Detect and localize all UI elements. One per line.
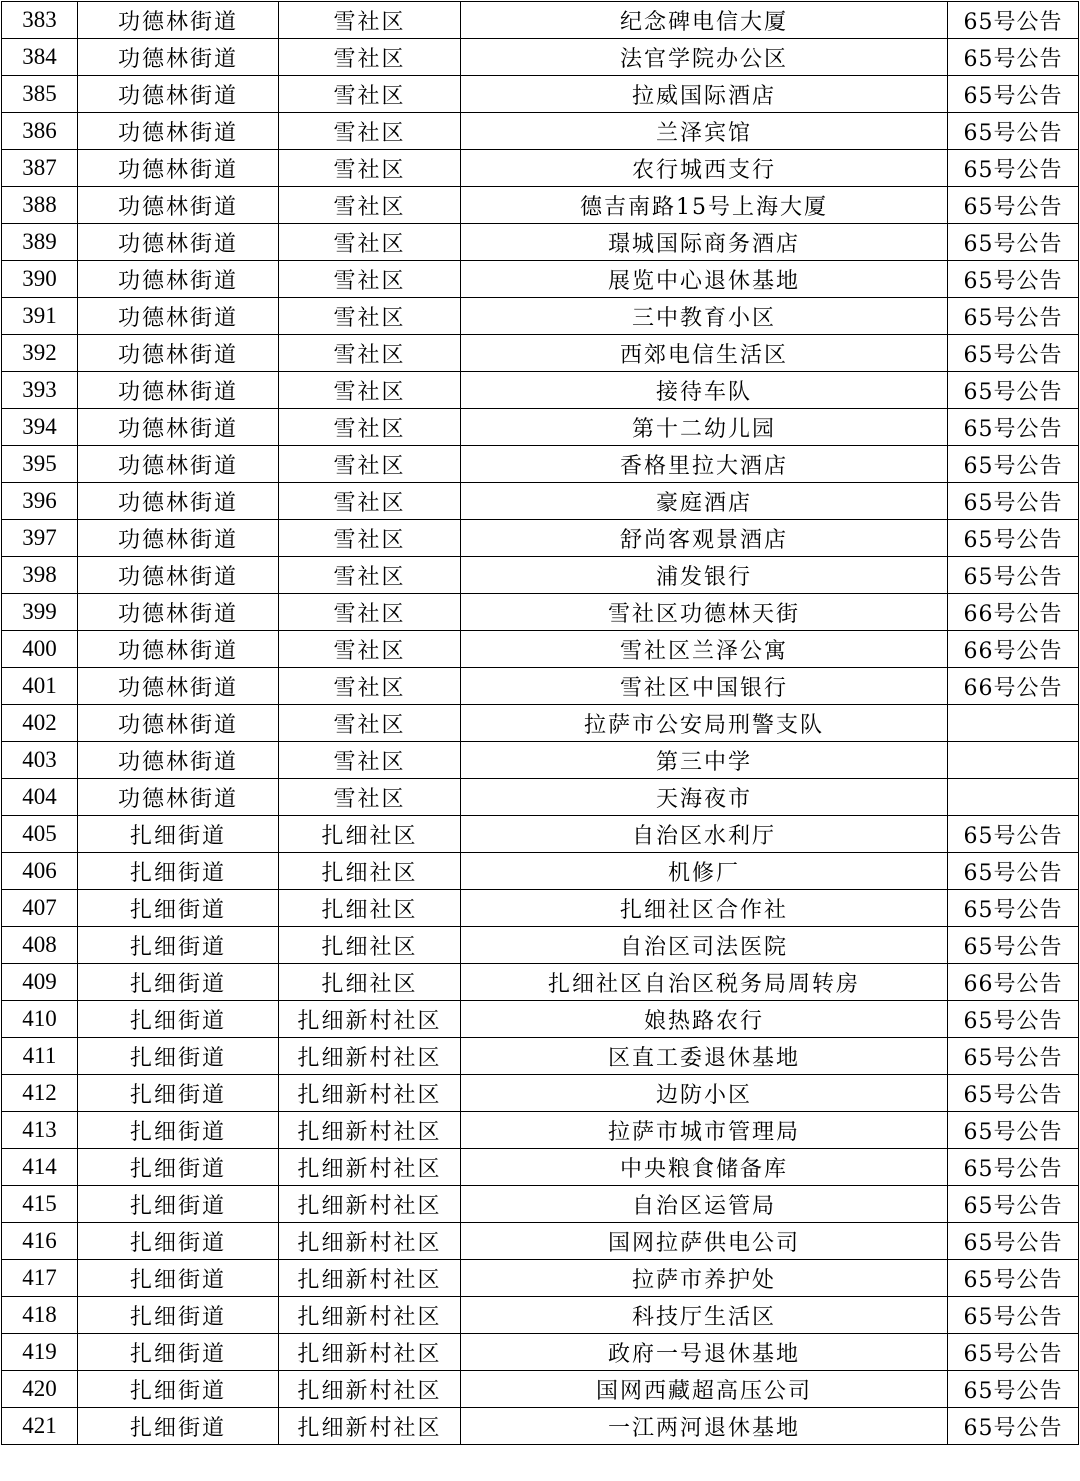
notice-cell: 65号公告 xyxy=(948,2,1079,39)
street-cell: 功德林街道 xyxy=(78,668,279,705)
location-cell: 西郊电信生活区 xyxy=(461,335,948,372)
location-cell: 雪社区功德林天街 xyxy=(461,594,948,631)
community-cell: 扎细新村社区 xyxy=(279,1260,461,1297)
location-cell: 舒尚客观景酒店 xyxy=(461,520,948,557)
row-number-cell: 405 xyxy=(2,816,78,853)
row-number-cell: 394 xyxy=(2,409,78,446)
notice-cell: 65号公告 xyxy=(948,520,1079,557)
street-cell: 功德林街道 xyxy=(78,150,279,187)
row-number-cell: 402 xyxy=(2,705,78,742)
row-number-cell: 398 xyxy=(2,557,78,594)
street-cell: 扎细街道 xyxy=(78,964,279,1001)
community-cell: 扎细社区 xyxy=(279,927,461,964)
community-cell: 雪社区 xyxy=(279,298,461,335)
location-cell: 拉萨市养护处 xyxy=(461,1260,948,1297)
row-number-cell: 411 xyxy=(2,1038,78,1075)
community-cell: 雪社区 xyxy=(279,39,461,76)
community-cell: 扎细新村社区 xyxy=(279,1297,461,1334)
table-row xyxy=(2,964,1079,1001)
notice-cell: 65号公告 xyxy=(948,446,1079,483)
notice-cell: 65号公告 xyxy=(948,335,1079,372)
community-cell: 扎细新村社区 xyxy=(279,1149,461,1186)
street-cell: 扎细街道 xyxy=(78,1408,279,1445)
row-number-cell: 407 xyxy=(2,890,78,927)
street-cell: 扎细街道 xyxy=(78,1075,279,1112)
street-cell: 功德林街道 xyxy=(78,446,279,483)
notice-cell: 65号公告 xyxy=(948,1112,1079,1149)
community-cell: 扎细新村社区 xyxy=(279,1408,461,1445)
location-cell: 国网西藏超高压公司 xyxy=(461,1371,948,1408)
notice-cell: 65号公告 xyxy=(948,113,1079,150)
notice-cell: 65号公告 xyxy=(948,150,1079,187)
street-cell: 功德林街道 xyxy=(78,335,279,372)
table-row xyxy=(2,1075,1079,1112)
street-cell: 扎细街道 xyxy=(78,927,279,964)
table-row xyxy=(2,890,1079,927)
row-number-cell: 410 xyxy=(2,1001,78,1038)
notice-cell: 66号公告 xyxy=(948,964,1079,1001)
table-row xyxy=(2,927,1079,964)
row-number-cell: 412 xyxy=(2,1075,78,1112)
table-row xyxy=(2,150,1079,187)
table-row xyxy=(2,705,1079,742)
street-cell: 扎细街道 xyxy=(78,1112,279,1149)
notice-cell: 65号公告 xyxy=(948,409,1079,446)
table-row xyxy=(2,557,1079,594)
row-number-cell: 415 xyxy=(2,1186,78,1223)
row-number-cell: 419 xyxy=(2,1334,78,1371)
community-cell: 雪社区 xyxy=(279,668,461,705)
table-row xyxy=(2,446,1079,483)
street-cell: 功德林街道 xyxy=(78,113,279,150)
row-number-cell: 403 xyxy=(2,742,78,779)
community-cell: 雪社区 xyxy=(279,372,461,409)
street-cell: 功德林街道 xyxy=(78,779,279,816)
notice-cell: 65号公告 xyxy=(948,1371,1079,1408)
location-cell: 纪念碑电信大厦 xyxy=(461,2,948,39)
location-cell: 区直工委退休基地 xyxy=(461,1038,948,1075)
street-cell: 功德林街道 xyxy=(78,520,279,557)
location-cell: 自治区运管局 xyxy=(461,1186,948,1223)
row-number-cell: 391 xyxy=(2,298,78,335)
location-cell: 娘热路农行 xyxy=(461,1001,948,1038)
street-cell: 功德林街道 xyxy=(78,409,279,446)
row-number-cell: 392 xyxy=(2,335,78,372)
table-row xyxy=(2,631,1079,668)
notice-cell: 65号公告 xyxy=(948,1186,1079,1223)
row-number-cell: 416 xyxy=(2,1223,78,1260)
location-cell: 中央粮食储备库 xyxy=(461,1149,948,1186)
notice-cell: 65号公告 xyxy=(948,890,1079,927)
community-cell: 雪社区 xyxy=(279,594,461,631)
street-cell: 扎细街道 xyxy=(78,890,279,927)
community-cell: 扎细新村社区 xyxy=(279,1001,461,1038)
table-row xyxy=(2,668,1079,705)
community-cell: 雪社区 xyxy=(279,2,461,39)
table-row xyxy=(2,409,1079,446)
row-number-cell: 418 xyxy=(2,1297,78,1334)
community-cell: 雪社区 xyxy=(279,557,461,594)
street-cell: 扎细街道 xyxy=(78,1371,279,1408)
table-row xyxy=(2,742,1079,779)
location-cell: 扎细社区自治区税务局周转房 xyxy=(461,964,948,1001)
street-cell: 功德林街道 xyxy=(78,557,279,594)
notice-cell xyxy=(948,742,1079,779)
notice-cell: 66号公告 xyxy=(948,631,1079,668)
community-cell: 扎细社区 xyxy=(279,890,461,927)
community-cell: 扎细社区 xyxy=(279,816,461,853)
notice-cell: 65号公告 xyxy=(948,372,1079,409)
table-row xyxy=(2,1149,1079,1186)
street-cell: 功德林街道 xyxy=(78,372,279,409)
table-row xyxy=(2,1371,1079,1408)
street-cell: 扎细街道 xyxy=(78,1149,279,1186)
table-row xyxy=(2,594,1079,631)
notice-cell: 65号公告 xyxy=(948,1334,1079,1371)
table-row xyxy=(2,1186,1079,1223)
notice-cell: 65号公告 xyxy=(948,853,1079,890)
table-row xyxy=(2,483,1079,520)
community-cell: 雪社区 xyxy=(279,742,461,779)
table-row xyxy=(2,1260,1079,1297)
table-row xyxy=(2,372,1079,409)
notice-cell: 65号公告 xyxy=(948,816,1079,853)
street-cell: 扎细街道 xyxy=(78,1001,279,1038)
notice-cell: 65号公告 xyxy=(948,261,1079,298)
location-cell: 国网拉萨供电公司 xyxy=(461,1223,948,1260)
community-cell: 雪社区 xyxy=(279,150,461,187)
community-cell: 扎细新村社区 xyxy=(279,1112,461,1149)
location-cell: 政府一号退休基地 xyxy=(461,1334,948,1371)
location-cell: 雪社区中国银行 xyxy=(461,668,948,705)
table-row xyxy=(2,1334,1079,1371)
location-cell: 璟城国际商务酒店 xyxy=(461,224,948,261)
street-cell: 功德林街道 xyxy=(78,631,279,668)
table-row xyxy=(2,520,1079,557)
notice-cell: 65号公告 xyxy=(948,1260,1079,1297)
row-number-cell: 408 xyxy=(2,927,78,964)
row-number-cell: 390 xyxy=(2,261,78,298)
location-cell: 扎细社区合作社 xyxy=(461,890,948,927)
community-cell: 雪社区 xyxy=(279,409,461,446)
location-cell: 三中教育小区 xyxy=(461,298,948,335)
notice-cell: 65号公告 xyxy=(948,1297,1079,1334)
location-cell: 雪社区兰泽公寓 xyxy=(461,631,948,668)
location-cell: 豪庭酒店 xyxy=(461,483,948,520)
table-row xyxy=(2,298,1079,335)
row-number-cell: 383 xyxy=(2,2,78,39)
location-cell: 浦发银行 xyxy=(461,557,948,594)
notice-cell: 65号公告 xyxy=(948,483,1079,520)
street-cell: 扎细街道 xyxy=(78,1334,279,1371)
notice-cell: 66号公告 xyxy=(948,668,1079,705)
location-cell: 一江两河退休基地 xyxy=(461,1408,948,1445)
table-row xyxy=(2,1038,1079,1075)
location-cell: 法官学院办公区 xyxy=(461,39,948,76)
street-cell: 功德林街道 xyxy=(78,705,279,742)
notice-cell: 65号公告 xyxy=(948,224,1079,261)
notice-cell: 65号公告 xyxy=(948,1223,1079,1260)
row-number-cell: 401 xyxy=(2,668,78,705)
street-cell: 扎细街道 xyxy=(78,853,279,890)
notice-cell: 65号公告 xyxy=(948,1075,1079,1112)
community-cell: 雪社区 xyxy=(279,631,461,668)
row-number-cell: 400 xyxy=(2,631,78,668)
table-row xyxy=(2,76,1079,113)
notice-cell: 66号公告 xyxy=(948,594,1079,631)
location-cell: 自治区司法医院 xyxy=(461,927,948,964)
notice-cell: 65号公告 xyxy=(948,1149,1079,1186)
row-number-cell: 409 xyxy=(2,964,78,1001)
community-cell: 雪社区 xyxy=(279,779,461,816)
table-row xyxy=(2,1112,1079,1149)
location-cell: 拉萨市城市管理局 xyxy=(461,1112,948,1149)
row-number-cell: 387 xyxy=(2,150,78,187)
location-cell: 农行城西支行 xyxy=(461,150,948,187)
row-number-cell: 420 xyxy=(2,1371,78,1408)
table-row xyxy=(2,816,1079,853)
row-number-cell: 404 xyxy=(2,779,78,816)
notice-cell xyxy=(948,705,1079,742)
street-cell: 功德林街道 xyxy=(78,261,279,298)
table-row xyxy=(2,1408,1079,1445)
community-cell: 雪社区 xyxy=(279,520,461,557)
street-cell: 扎细街道 xyxy=(78,1223,279,1260)
row-number-cell: 399 xyxy=(2,594,78,631)
street-cell: 功德林街道 xyxy=(78,483,279,520)
notice-cell: 65号公告 xyxy=(948,39,1079,76)
location-cell: 展览中心退休基地 xyxy=(461,261,948,298)
notice-cell: 65号公告 xyxy=(948,1001,1079,1038)
location-cell: 第三中学 xyxy=(461,742,948,779)
community-cell: 雪社区 xyxy=(279,483,461,520)
community-cell: 扎细新村社区 xyxy=(279,1038,461,1075)
location-cell: 边防小区 xyxy=(461,1075,948,1112)
street-cell: 功德林街道 xyxy=(78,224,279,261)
row-number-cell: 388 xyxy=(2,187,78,224)
community-cell: 扎细社区 xyxy=(279,964,461,1001)
area-list-table xyxy=(1,1,1079,1445)
row-number-cell: 396 xyxy=(2,483,78,520)
community-cell: 雪社区 xyxy=(279,187,461,224)
street-cell: 功德林街道 xyxy=(78,76,279,113)
location-cell: 第十二幼儿园 xyxy=(461,409,948,446)
street-cell: 扎细街道 xyxy=(78,1260,279,1297)
row-number-cell: 421 xyxy=(2,1408,78,1445)
location-cell: 拉萨市公安局刑警支队 xyxy=(461,705,948,742)
community-cell: 扎细新村社区 xyxy=(279,1334,461,1371)
row-number-cell: 414 xyxy=(2,1149,78,1186)
location-cell: 德吉南路15号上海大厦 xyxy=(461,187,948,224)
table-row xyxy=(2,39,1079,76)
row-number-cell: 389 xyxy=(2,224,78,261)
location-cell: 自治区水利厅 xyxy=(461,816,948,853)
location-cell: 科技厅生活区 xyxy=(461,1297,948,1334)
notice-cell: 65号公告 xyxy=(948,1038,1079,1075)
street-cell: 扎细街道 xyxy=(78,1186,279,1223)
row-number-cell: 397 xyxy=(2,520,78,557)
street-cell: 功德林街道 xyxy=(78,594,279,631)
community-cell: 雪社区 xyxy=(279,261,461,298)
street-cell: 扎细街道 xyxy=(78,816,279,853)
community-cell: 雪社区 xyxy=(279,705,461,742)
street-cell: 功德林街道 xyxy=(78,187,279,224)
table-row xyxy=(2,187,1079,224)
street-cell: 扎细街道 xyxy=(78,1297,279,1334)
row-number-cell: 384 xyxy=(2,39,78,76)
table-row xyxy=(2,224,1079,261)
location-cell: 香格里拉大酒店 xyxy=(461,446,948,483)
notice-cell: 65号公告 xyxy=(948,927,1079,964)
community-cell: 雪社区 xyxy=(279,335,461,372)
community-cell: 雪社区 xyxy=(279,113,461,150)
table-row xyxy=(2,1001,1079,1038)
table-row xyxy=(2,1297,1079,1334)
table-row xyxy=(2,335,1079,372)
row-number-cell: 386 xyxy=(2,113,78,150)
table-row xyxy=(2,2,1079,39)
street-cell: 功德林街道 xyxy=(78,298,279,335)
notice-cell: 65号公告 xyxy=(948,557,1079,594)
table-row xyxy=(2,261,1079,298)
community-cell: 雪社区 xyxy=(279,446,461,483)
row-number-cell: 417 xyxy=(2,1260,78,1297)
notice-cell: 65号公告 xyxy=(948,76,1079,113)
street-cell: 功德林街道 xyxy=(78,742,279,779)
notice-cell xyxy=(948,779,1079,816)
community-cell: 扎细新村社区 xyxy=(279,1223,461,1260)
notice-cell: 65号公告 xyxy=(948,1408,1079,1445)
row-number-cell: 393 xyxy=(2,372,78,409)
row-number-cell: 406 xyxy=(2,853,78,890)
notice-cell: 65号公告 xyxy=(948,298,1079,335)
community-cell: 雪社区 xyxy=(279,224,461,261)
table-row xyxy=(2,1223,1079,1260)
row-number-cell: 413 xyxy=(2,1112,78,1149)
table-row xyxy=(2,853,1079,890)
community-cell: 扎细社区 xyxy=(279,853,461,890)
street-cell: 扎细街道 xyxy=(78,1038,279,1075)
street-cell: 功德林街道 xyxy=(78,39,279,76)
community-cell: 扎细新村社区 xyxy=(279,1075,461,1112)
row-number-cell: 395 xyxy=(2,446,78,483)
community-cell: 扎细新村社区 xyxy=(279,1371,461,1408)
location-cell: 机修厂 xyxy=(461,853,948,890)
location-cell: 拉威国际酒店 xyxy=(461,76,948,113)
location-cell: 天海夜市 xyxy=(461,779,948,816)
location-cell: 接待车队 xyxy=(461,372,948,409)
notice-cell: 65号公告 xyxy=(948,187,1079,224)
row-number-cell: 385 xyxy=(2,76,78,113)
table-row xyxy=(2,113,1079,150)
community-cell: 扎细新村社区 xyxy=(279,1186,461,1223)
community-cell: 雪社区 xyxy=(279,76,461,113)
street-cell: 功德林街道 xyxy=(78,2,279,39)
table-row xyxy=(2,779,1079,816)
table-body xyxy=(2,2,1079,1445)
location-cell: 兰泽宾馆 xyxy=(461,113,948,150)
